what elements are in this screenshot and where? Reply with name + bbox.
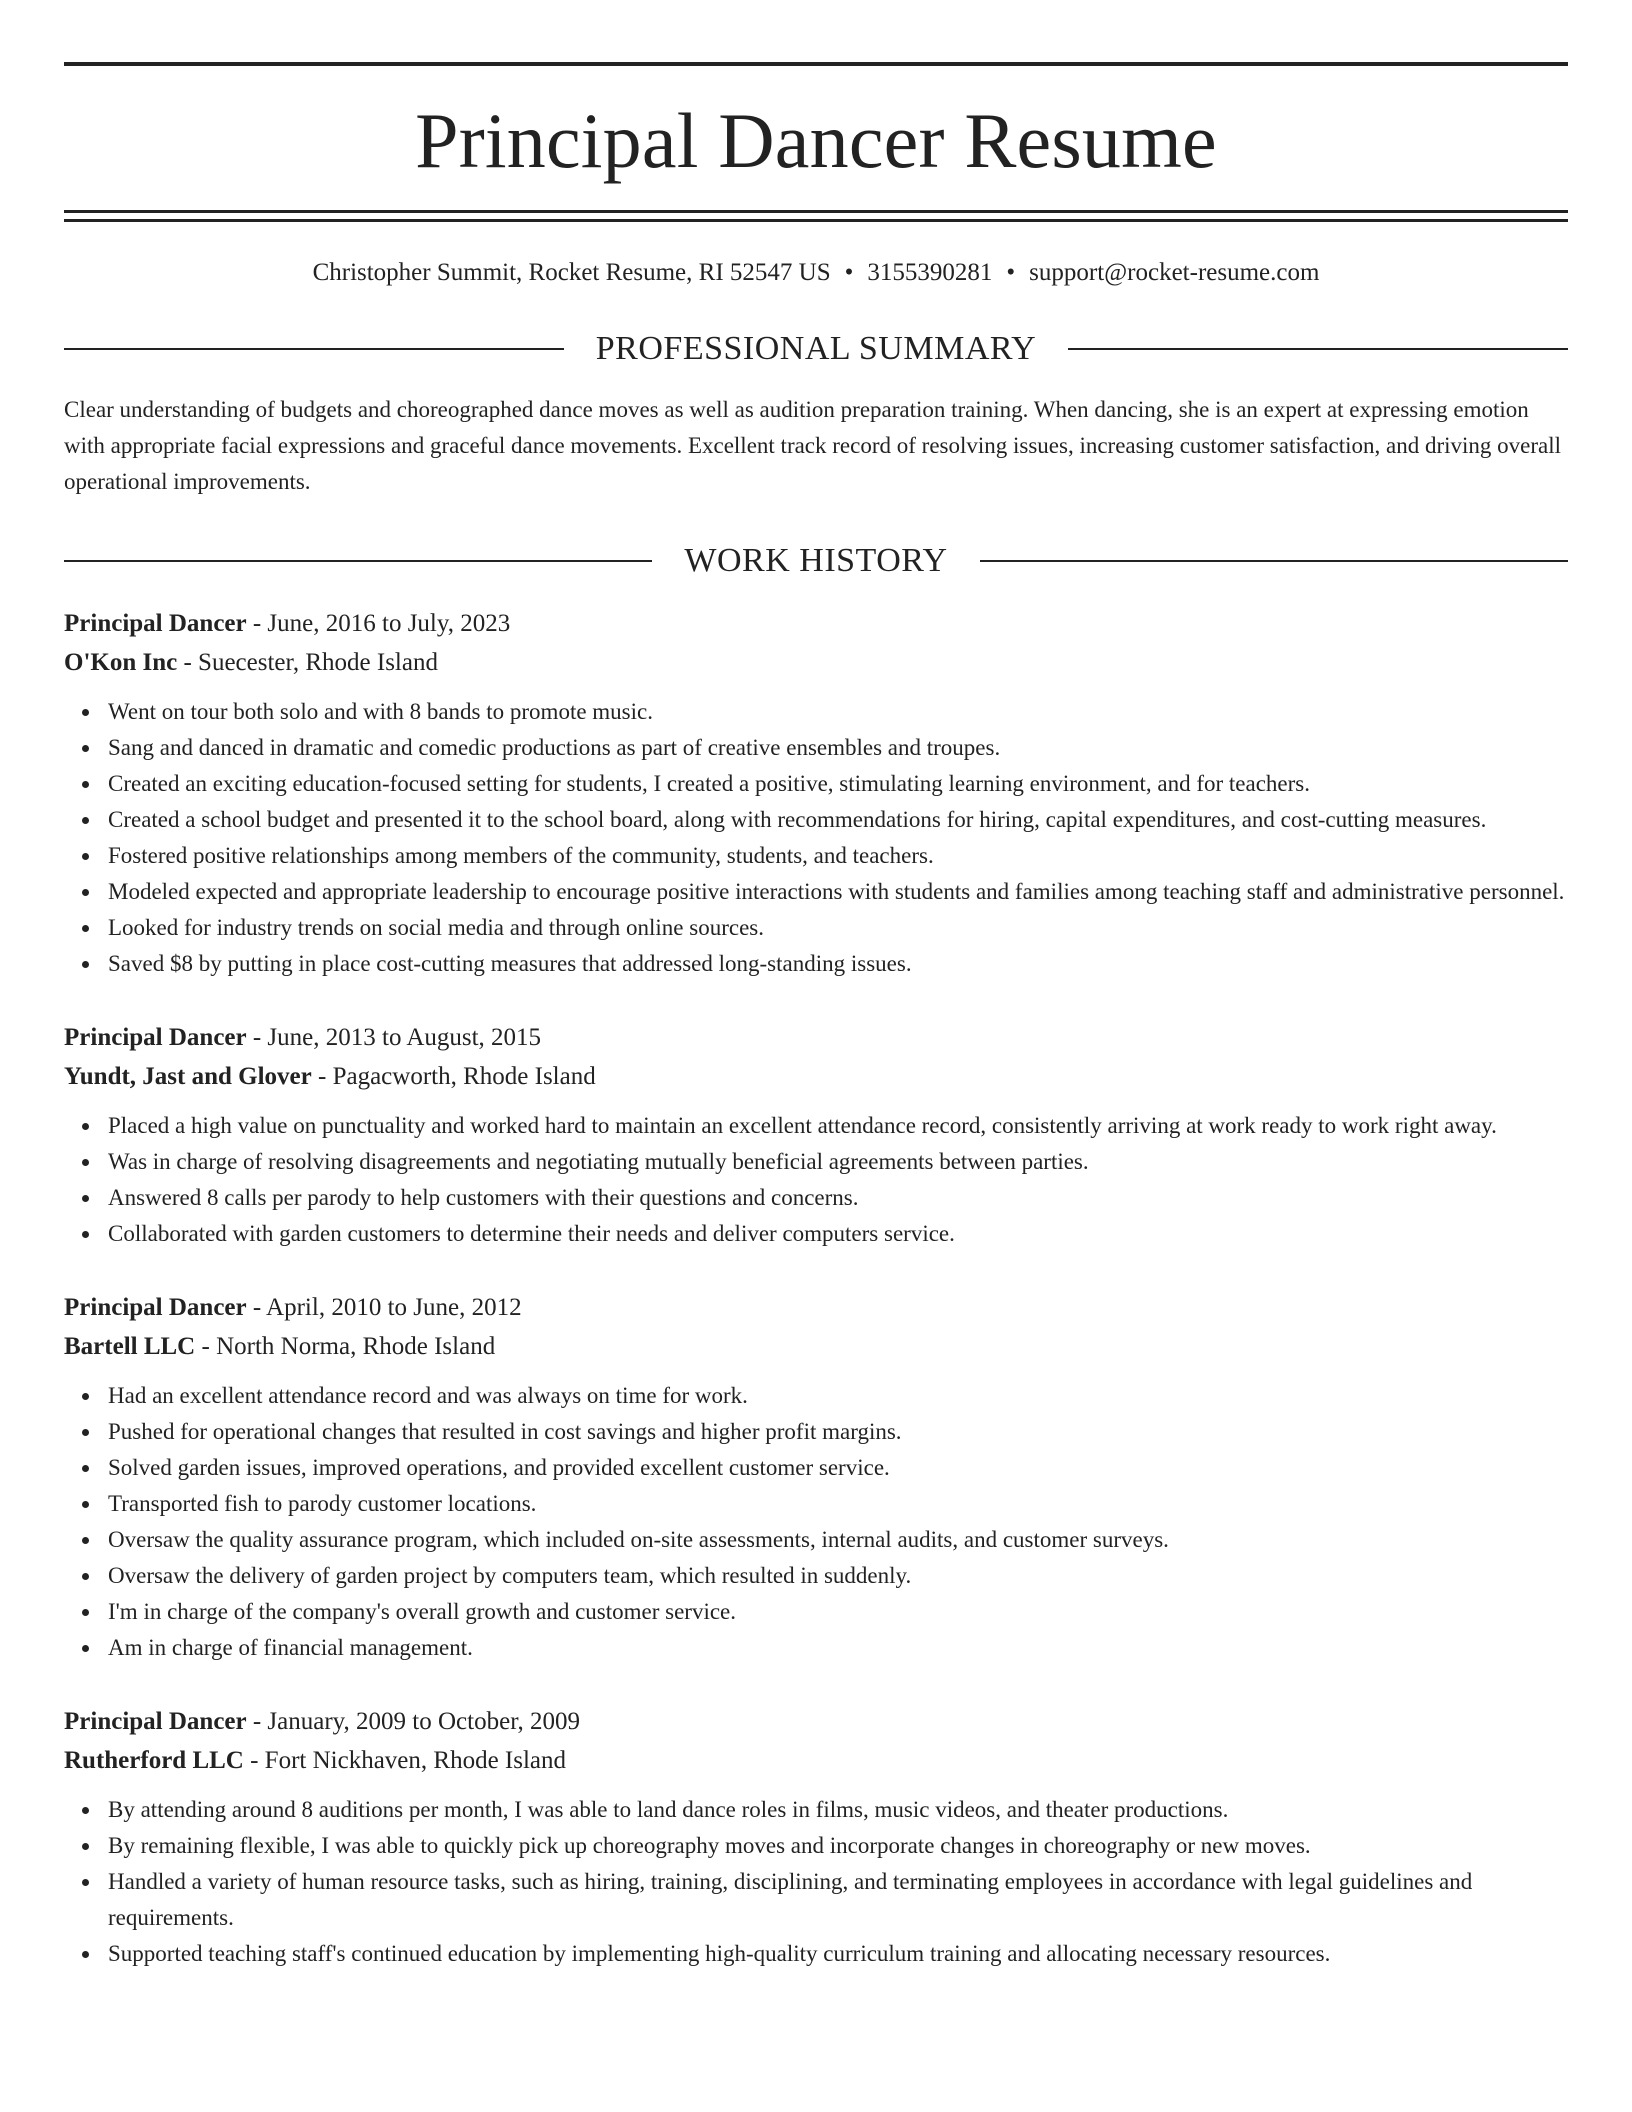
job-dates: - January, 2009 to October, 2009 <box>246 1708 581 1735</box>
summary-text: Clear understanding of budgets and choreographed dance moves as well as audition preparation training. When dancing, she is an expert at expressing emotion with appropriate facial expressions and graceful dance movements. Excellent track record of resolving issues, increasing customer satisfaction, and driving overall operational improvements. <box>64 397 1562 494</box>
contact-separator: • <box>844 259 854 286</box>
job-title: Principal Dancer <box>64 610 247 637</box>
job-title: Principal Dancer <box>64 1708 247 1735</box>
list-item: Had an excellent attendance record and was always on time for work. <box>108 1378 1568 1414</box>
job-bullet-list <box>64 1108 1568 1252</box>
contact-phone: 3155390281 <box>867 259 993 286</box>
job-bullet-list <box>64 1378 1568 1666</box>
contact-separator: • <box>1006 259 1016 286</box>
list-item: Collaborated with garden customers to determine their needs and deliver computers service. <box>108 1216 1568 1252</box>
list-item: Modeled expected and appropriate leadership to encourage positive interactions with students and families among teaching staff and administrative personnel. <box>108 874 1568 910</box>
list-item: Oversaw the quality assurance program, which included on-site assessments, internal audits, and customer surveys. <box>108 1522 1568 1558</box>
summary-heading <box>64 330 1568 368</box>
list-item: Placed a high value on punctuality and worked hard to maintain an excellent attendance record, consistently arriving at work ready to work right away. <box>108 1108 1568 1144</box>
list-item: Looked for industry trends on social media and through online sources. <box>108 910 1568 946</box>
job-bullet-list <box>64 694 1568 982</box>
title-double-rule <box>64 210 1568 222</box>
list-item: Saved $8 by putting in place cost-cutting measures that addressed long-standing issues. <box>108 946 1568 982</box>
job-title-line <box>64 1288 1568 1327</box>
top-rule <box>64 62 1568 66</box>
job-company-line <box>64 1327 1568 1366</box>
job-title: Principal Dancer <box>64 1294 247 1321</box>
job-company: Rutherford LLC <box>64 1747 244 1774</box>
contact-line <box>64 258 1568 288</box>
list-item: Created an exciting education-focused setting for students, I created a positive, stimulating learning environment, and for teachers. <box>108 766 1568 802</box>
job-dates: - June, 2013 to August, 2015 <box>246 1024 542 1051</box>
heading-rule-right <box>1068 348 1568 350</box>
page-title: Principal Dancer Resume <box>415 97 1217 184</box>
job-dates: - April, 2010 to June, 2012 <box>246 1294 522 1321</box>
list-item: Created a school budget and presented it to the school board, along with recommendations for hiring, capital expenditures, and cost-cutting measures. <box>108 802 1568 838</box>
heading-rule-left <box>64 560 652 562</box>
contact-address: Christopher Summit, Rocket Resume, RI 52547 US <box>312 259 831 286</box>
job-location: - Suecester, Rhode Island <box>177 649 438 676</box>
job-bullet-list <box>64 1792 1568 1972</box>
list-item: Answered 8 calls per parody to help customers with their questions and concerns. <box>108 1180 1568 1216</box>
job-company: Yundt, Jast and Glover <box>64 1063 312 1090</box>
job-location: - Fort Nickhaven, Rhode Island <box>243 1747 567 1774</box>
list-item: I'm in charge of the company's overall growth and customer service. <box>108 1594 1568 1630</box>
list-item: By remaining flexible, I was able to quickly pick up choreography moves and incorporate changes in choreography or new moves. <box>108 1828 1568 1864</box>
job-dates: - June, 2016 to July, 2023 <box>246 610 511 637</box>
job-entry <box>64 1018 1568 1252</box>
job-company-line <box>64 1057 1568 1096</box>
list-item: Oversaw the delivery of garden project by computers team, which resulted in suddenly. <box>108 1558 1568 1594</box>
list-item: Sang and danced in dramatic and comedic productions as part of creative ensembles and troupes. <box>108 730 1568 766</box>
job-company: O'Kon Inc <box>64 649 178 676</box>
job-title: Principal Dancer <box>64 1024 247 1051</box>
job-company: Bartell LLC <box>64 1333 196 1360</box>
list-item: Pushed for operational changes that resulted in cost savings and higher profit margins. <box>108 1414 1568 1450</box>
list-item: Went on tour both solo and with 8 bands to promote music. <box>108 694 1568 730</box>
job-location: - North Norma, Rhode Island <box>195 1333 496 1360</box>
list-item: Transported fish to parody customer locations. <box>108 1486 1568 1522</box>
list-item: Solved garden issues, improved operations, and provided excellent customer service. <box>108 1450 1568 1486</box>
heading-rule-left <box>64 348 564 350</box>
summary-heading-label: PROFESSIONAL SUMMARY <box>595 330 1037 367</box>
contact-email: support@rocket-resume.com <box>1029 259 1320 286</box>
job-entry <box>64 1702 1568 1972</box>
list-item: Am in charge of financial management. <box>108 1630 1568 1666</box>
list-item: By attending around 8 auditions per month, I was able to land dance roles in films, music videos, and theater productions. <box>108 1792 1568 1828</box>
job-title-line <box>64 604 1568 643</box>
job-entry <box>64 604 1568 982</box>
heading-rule-right <box>980 560 1568 562</box>
job-title-line <box>64 1018 1568 1057</box>
list-item: Handled a variety of human resource tasks, such as hiring, training, disciplining, and terminating employees in accordance with legal guidelines and requirements. <box>108 1864 1568 1936</box>
job-location: - Pagacworth, Rhode Island <box>311 1063 596 1090</box>
list-item: Was in charge of resolving disagreements and negotiating mutually beneficial agreements between parties. <box>108 1144 1568 1180</box>
list-item: Fostered positive relationships among members of the community, students, and teachers. <box>108 838 1568 874</box>
job-entry <box>64 1288 1568 1666</box>
job-title-line <box>64 1702 1568 1741</box>
job-company-line <box>64 1741 1568 1780</box>
list-item: Supported teaching staff's continued education by implementing high-quality curriculum training and allocating necessary resources. <box>108 1936 1568 1972</box>
work-history-heading-label: WORK HISTORY <box>684 542 948 579</box>
work-history-heading <box>64 542 1568 580</box>
work-history-list <box>64 604 1568 1972</box>
job-company-line <box>64 643 1568 682</box>
